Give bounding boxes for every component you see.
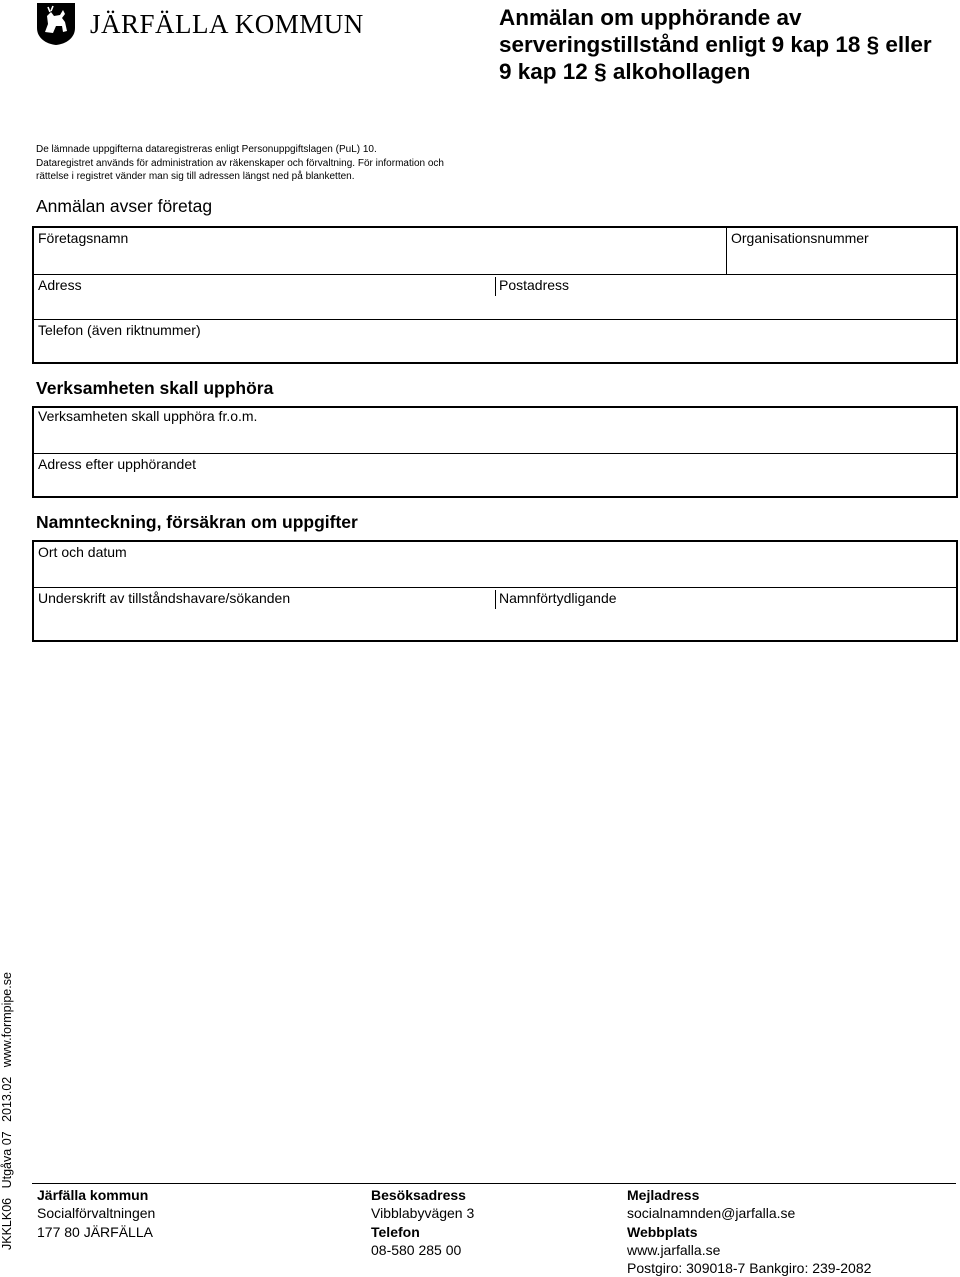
footer-web-title: Webbplats xyxy=(627,1223,698,1240)
signature-field[interactable] xyxy=(34,588,495,640)
form-row-phone xyxy=(34,319,956,362)
document-title: Anmälan om upphörande av serveringstillstånd enligt 9 kap 18 § eller 9 kap 12 § alkohollagen xyxy=(499,5,932,84)
footer-org-title: Järfälla kommun xyxy=(37,1187,149,1203)
municipality-logo xyxy=(36,2,364,46)
footer-contact xyxy=(627,1186,871,1277)
data-protection-notice xyxy=(36,143,506,184)
form-row-cease-date xyxy=(34,408,956,453)
address-field[interactable] xyxy=(34,275,495,319)
footer-org xyxy=(37,1186,155,1241)
form-site: www.formpipe.se xyxy=(0,972,14,1068)
footer-phone-title: Telefon xyxy=(371,1223,420,1240)
form-row-company xyxy=(34,228,956,274)
footer-divider xyxy=(32,1183,956,1184)
place-date-field[interactable] xyxy=(34,542,956,587)
notice-line: De lämnade uppgifterna dataregistreras enligt Personuppgiftslagen (PuL) 10. xyxy=(36,144,377,155)
form-code-vertical xyxy=(0,966,14,1250)
footer-visit xyxy=(371,1186,474,1259)
name-clarification-field[interactable] xyxy=(495,588,956,640)
name-clarification-label: Namnförtydligande xyxy=(499,590,617,606)
footer-phone: 08-580 285 00 xyxy=(371,1241,462,1258)
org-number-field[interactable] xyxy=(726,228,956,274)
address-after-label: Adress efter upphörandet xyxy=(38,456,196,472)
company-name-field[interactable] xyxy=(34,228,726,274)
footer-email-link[interactable]: socialnamnden@jarfalla.se xyxy=(627,1205,796,1222)
section-heading-company: Anmälan avser företag xyxy=(36,196,213,216)
field-divider xyxy=(495,277,496,296)
section-heading-cease: Verksamheten skall upphöra xyxy=(36,378,274,398)
signature-label: Underskrift av tillståndshavare/sökanden xyxy=(38,590,291,606)
logo-text: JÄRFÄLLA KOMMUN xyxy=(90,8,364,39)
footer-visit-address: Vibblabyvägen 3 xyxy=(371,1205,475,1222)
notice-line: Dataregistret används för administration av räkenskaper och förvaltning. För information och xyxy=(36,157,444,169)
form-row-address-after xyxy=(34,453,956,496)
postal-address-field[interactable] xyxy=(495,275,956,319)
form-row-signature xyxy=(34,587,956,640)
form-row-address xyxy=(34,274,956,319)
phone-field[interactable] xyxy=(34,320,956,362)
address-after-field[interactable] xyxy=(34,454,956,496)
address-label: Adress xyxy=(38,277,82,293)
footer-org-dept: Socialförvaltningen xyxy=(37,1205,156,1222)
form-id: JKKLK06 xyxy=(0,1197,14,1250)
cease-date-field[interactable] xyxy=(34,408,956,453)
form-edition: Utgåva 07 xyxy=(0,1131,14,1189)
section-heading-signature: Namnteckning, försäkran om uppgifter xyxy=(36,512,358,532)
org-number-label: Organisationsnummer xyxy=(731,230,869,246)
footer-email-title: Mejladress xyxy=(627,1187,700,1203)
postal-address-label: Postadress xyxy=(499,277,570,293)
coat-of-arms-icon xyxy=(36,2,76,46)
footer-org-postal: 177 80 JÄRFÄLLA xyxy=(37,1223,153,1240)
cease-form-box xyxy=(32,406,958,498)
footer-web-link[interactable]: www.jarfalla.se xyxy=(627,1241,721,1258)
phone-label: Telefon (även riktnummer) xyxy=(38,322,201,338)
field-divider xyxy=(495,590,496,609)
place-date-label: Ort och datum xyxy=(38,544,127,560)
company-form-box xyxy=(32,226,958,364)
notice-line: rättelse i registret vänder man sig till adressen längst ned på blanketten. xyxy=(36,171,355,182)
form-date: 2013.02 xyxy=(0,1076,14,1122)
signature-form-box xyxy=(32,540,958,642)
footer-giro: Postgiro: 309018-7 Bankgiro: 239-2082 xyxy=(627,1260,872,1277)
footer-visit-title: Besöksadress xyxy=(371,1187,466,1203)
company-name-label: Företagsnamn xyxy=(38,230,129,246)
cease-date-label: Verksamheten skall upphöra fr.o.m. xyxy=(38,408,258,424)
form-row-place-date xyxy=(34,542,956,587)
